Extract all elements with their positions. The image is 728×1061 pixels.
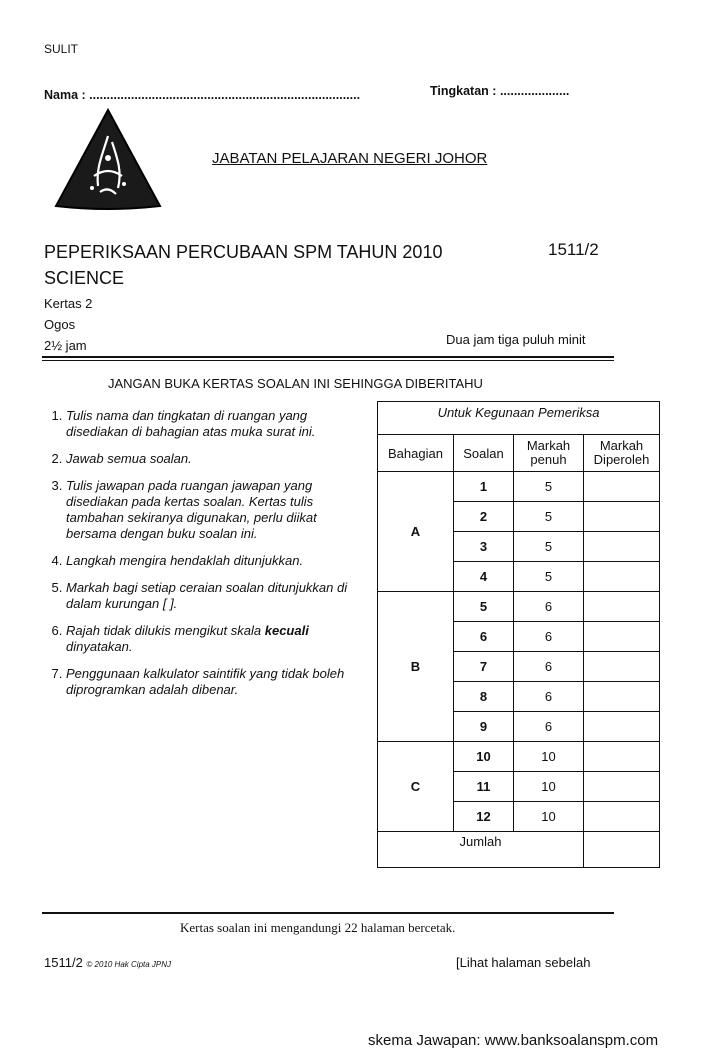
marks-obtained-cell[interactable] xyxy=(584,532,660,562)
question-number: 4 xyxy=(454,562,514,592)
total-marks-cell[interactable] xyxy=(584,832,660,868)
footer-code: 1511/2 © 2010 Hak Cipta JPNJ xyxy=(44,955,172,970)
instructions-list xyxy=(36,408,366,709)
question-number: 6 xyxy=(454,622,514,652)
johor-logo xyxy=(52,106,164,210)
name-field xyxy=(44,88,360,102)
marks-obtained-cell[interactable] xyxy=(584,472,660,502)
full-marks: 5 xyxy=(514,472,584,502)
divider-thick xyxy=(42,356,614,358)
header-bahagian: Bahagian xyxy=(378,435,454,472)
page-count-note: Kertas soalan ini mengandungi 22 halaman bercetak. xyxy=(180,920,456,935)
form-label: Tingkatan : xyxy=(430,84,497,98)
copyright: © 2010 Hak Cipta JPNJ xyxy=(86,960,172,969)
marks-obtained-cell[interactable] xyxy=(584,802,660,832)
question-number: 11 xyxy=(454,772,514,802)
marks-obtained-cell[interactable] xyxy=(584,592,660,622)
question-number: 7 xyxy=(454,652,514,682)
full-marks: 6 xyxy=(514,592,584,622)
table-title: Untuk Kegunaan Pemeriksa xyxy=(378,402,660,435)
warning-text: JANGAN BUKA KERTAS SOALAN INI SEHINGGA DIBERITAHU xyxy=(108,376,483,391)
name-dots: .............................................................................. xyxy=(89,88,361,102)
full-marks: 10 xyxy=(514,802,584,832)
section-b: B xyxy=(378,592,454,742)
divider-thin xyxy=(42,360,614,361)
website-link[interactable]: skema Jawapan: www.banksoalanspm.com xyxy=(368,1032,659,1049)
form-field xyxy=(430,84,569,98)
form-dots: .................... xyxy=(499,84,570,98)
full-marks: 6 xyxy=(514,682,584,712)
next-page-note: [Lihat halaman sebelah xyxy=(456,955,591,970)
total-label: Jumlah xyxy=(378,832,584,868)
full-marks: 10 xyxy=(514,772,584,802)
section-c: C xyxy=(378,742,454,832)
instruction-5: 5. Markah bagi setiap ceraian soalan ditunjukkan di dalam kurungan [ ]. xyxy=(66,580,366,612)
question-number: 3 xyxy=(454,532,514,562)
question-number: 10 xyxy=(454,742,514,772)
full-marks: 5 xyxy=(514,532,584,562)
full-marks: 6 xyxy=(514,622,584,652)
exam-title: PEPERIKSAAN PERCUBAAN SPM TAHUN 2010 xyxy=(44,242,443,262)
marks-obtained-cell[interactable] xyxy=(584,652,660,682)
full-marks: 10 xyxy=(514,742,584,772)
question-number: 5 xyxy=(454,592,514,622)
header-soalan: Soalan xyxy=(454,435,514,472)
section-a: A xyxy=(378,472,454,592)
marks-obtained-cell[interactable] xyxy=(584,622,660,652)
examiner-table xyxy=(377,401,660,868)
question-number: 12 xyxy=(454,802,514,832)
question-number: 9 xyxy=(454,712,514,742)
subject-name: SCIENCE xyxy=(44,268,125,288)
instruction-4: 4. Langkah mengira hendaklah ditunjukkan. xyxy=(66,553,366,569)
exam-duration: 2½ jam xyxy=(44,338,87,353)
marks-obtained-cell[interactable] xyxy=(584,772,660,802)
full-marks: 6 xyxy=(514,652,584,682)
instruction-2: 2. Jawab semua soalan. xyxy=(66,451,366,467)
marks-obtained-cell[interactable] xyxy=(584,562,660,592)
question-number: 2 xyxy=(454,502,514,532)
instruction-3: 3. Tulis jawapan pada ruangan jawapan yang disediakan pada kertas soalan. Kertas tulis tambahan sekiranya digunakan, perlu diikat bersama dengan buku soalan ini. xyxy=(66,478,366,542)
question-number: 8 xyxy=(454,682,514,712)
header-markah-penuh: Markah penuh xyxy=(514,435,584,472)
marks-obtained-cell[interactable] xyxy=(584,712,660,742)
full-marks: 5 xyxy=(514,502,584,532)
header-markah-diperoleh: Markah Diperoleh xyxy=(584,435,660,472)
department-name: JABATAN PELAJARAN NEGERI JOHOR xyxy=(212,150,488,167)
marks-obtained-cell[interactable] xyxy=(584,682,660,712)
marks-obtained-cell[interactable] xyxy=(584,502,660,532)
footer-divider xyxy=(42,912,614,914)
full-marks: 6 xyxy=(514,712,584,742)
exam-month: Ogos xyxy=(44,317,76,332)
name-label: Nama : xyxy=(44,88,86,102)
full-marks: 5 xyxy=(514,562,584,592)
classification-label: SULIT xyxy=(44,42,79,56)
question-number: 1 xyxy=(454,472,514,502)
marks-obtained-cell[interactable] xyxy=(584,742,660,772)
instruction-6-bold: kecuali xyxy=(264,623,309,638)
instruction-1: 1. Tulis nama dan tingkatan di ruangan yang disediakan di bahagian atas muka surat ini. xyxy=(66,408,366,440)
instruction-7: 7. Penggunaan kalkulator saintifik yang tidak boleh diprogramkan adalah dibenar. xyxy=(66,666,366,698)
duration-words: Dua jam tiga puluh minit xyxy=(446,332,586,347)
instruction-6: 6. Rajah tidak dilukis mengikut skala kecuali dinyatakan. xyxy=(66,623,366,655)
paper-code: 1511/2 xyxy=(548,240,599,259)
paper-number: Kertas 2 xyxy=(44,296,93,311)
